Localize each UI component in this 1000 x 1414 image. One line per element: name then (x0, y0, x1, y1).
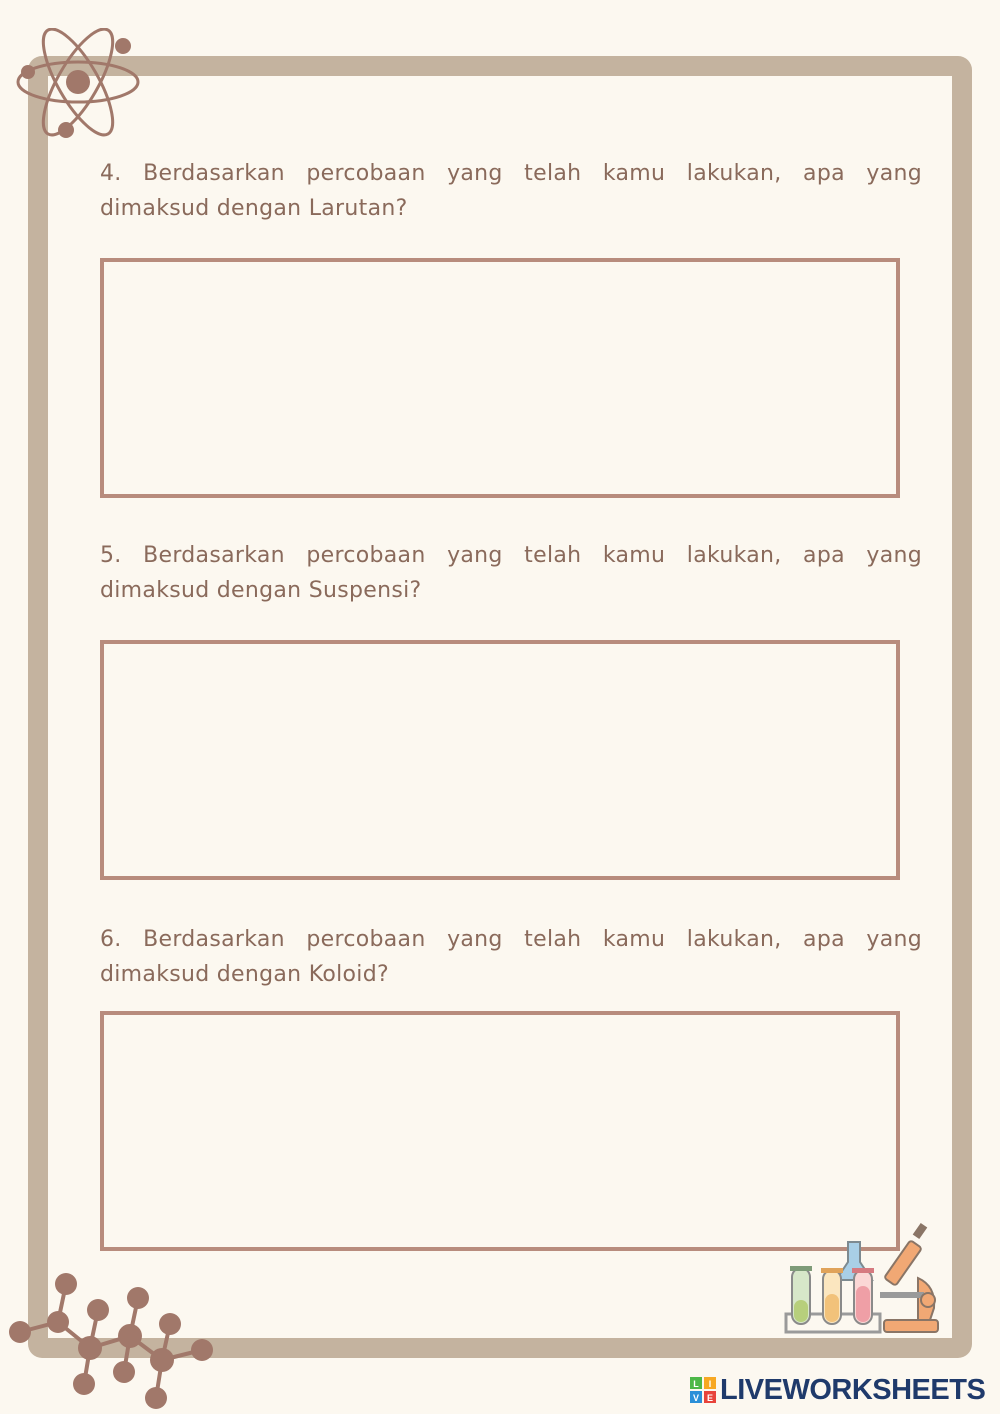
logo-letter-e: E (706, 1393, 714, 1403)
logo-letter-l: L (693, 1379, 699, 1389)
liveworksheets-brand (690, 1374, 985, 1406)
question-4-text: 4. Berdasarkan percobaan yang telah kamu lakukan, apa yang dimaksud dengan Larutan? (100, 161, 922, 221)
atom-icon (10, 28, 146, 146)
brand-name: LIVEWORKSHEETS (720, 1374, 986, 1406)
liveworksheets-logo-icon (690, 1377, 716, 1403)
lab-equipment-icon (780, 1218, 944, 1338)
answer-box-6[interactable] (100, 1011, 900, 1251)
molecule-icon (0, 1264, 230, 1414)
answer-box-4[interactable] (100, 258, 900, 498)
question-6-text: 6. Berdasarkan percobaan yang telah kamu lakukan, apa yang dimaksud dengan Koloid? (100, 927, 922, 987)
logo-letter-i: I (708, 1379, 712, 1389)
question-5-text: 5. Berdasarkan percobaan yang telah kamu lakukan, apa yang dimaksud dengan Suspensi? (100, 543, 922, 603)
logo-letter-v: V (692, 1393, 700, 1403)
answer-box-5[interactable] (100, 640, 900, 880)
